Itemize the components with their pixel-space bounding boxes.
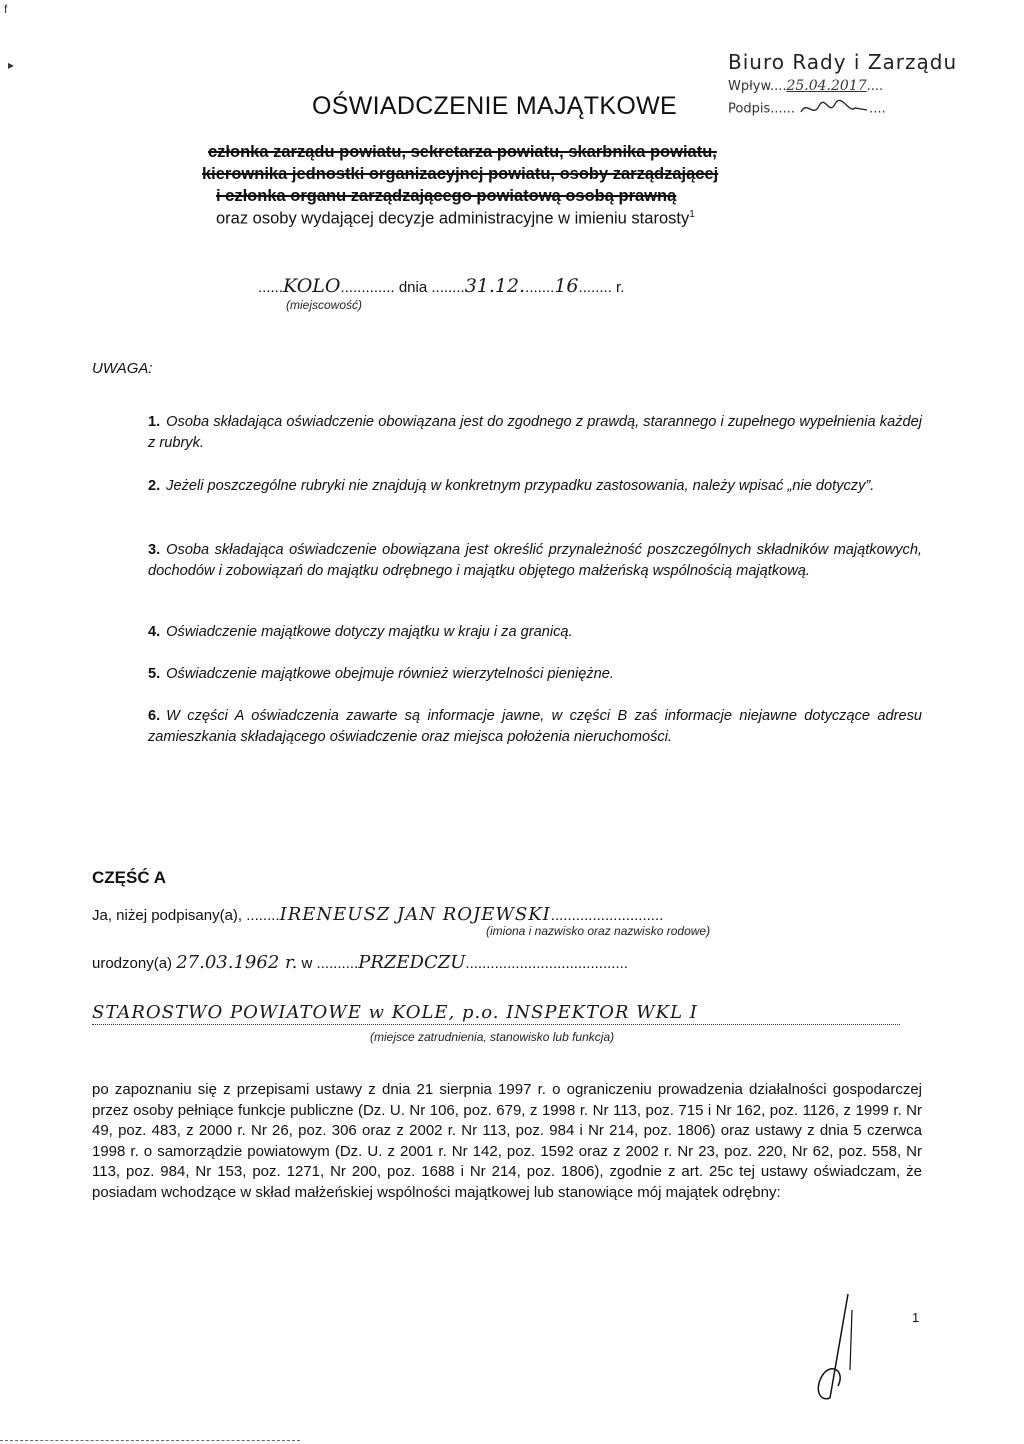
struck-line-2: kierownika jednostki organizacyjnej powiatu, osoby zarządzającej [202, 165, 719, 183]
year-suffix: r. [616, 279, 625, 296]
year-value: 16 [554, 275, 579, 297]
note-6: 6. W części A oświadczenia zawarte są informacje jawne, w części B zaś informacje niejawne dotyczące adresu zamieszkania składającego oświadczenie oraz miejsca położenia nieruchomości. [148, 708, 922, 745]
place-value: KOLO [283, 275, 341, 297]
name-caption: (imiona i nazwisko oraz nazwisko rodowe) [486, 924, 711, 938]
struck-line-3: i członka organu zarządzającego powiatową osobą prawną [216, 187, 677, 205]
employment-value: STAROSTWO POWIATOWE w KOLE, p.o. INSPEKTOR WKL I [92, 1002, 698, 1023]
note-2: 2. Jeżeli poszczególne rubryki nie znajdują w konkretnym przypadku zastosowania, należy wpisać „nie dotyczy”. [148, 478, 875, 494]
footnote-marker: 1 [689, 209, 695, 220]
note-5: 5. Oświadczenie majątkowe obejmuje również wierzytelności pieniężne. [148, 666, 614, 682]
stamp-received-value: 25.04.2017 [786, 78, 867, 94]
document-title: OŚWIADCZENIE MAJĄTKOWE [312, 92, 677, 120]
subtitle-text: oraz osoby wydającej decyzje administracyjne w imieniu starosty [216, 209, 690, 228]
name-label: Ja, niżej podpisany(a), [92, 907, 243, 924]
born-date-value: 27.03.1962 r. [176, 952, 298, 973]
part-a-heading: CZĘŚĆ A [92, 868, 166, 887]
stamp-signature-label: Podpis [728, 101, 771, 117]
name-row: Ja, niżej podpisany(a), ........IRENEUSZ JAN ROJEWSKI........................... [92, 904, 664, 925]
note-3: 3. Osoba składająca oświadczenie obowiązana jest określić przynależność poszczególnych składników majątkowych, dochodów i zobowiązań do majątku odrębnego i majątku objętego małżeńską wspólnością majątkową. [148, 542, 922, 579]
struck-line-1: członka zarządu powiatu, sekretarza powiatu, skarbnika powiatu, [208, 143, 717, 161]
born-label: urodzony(a) [92, 955, 173, 972]
stamp-received-label: Wpływ [728, 79, 770, 94]
initials-signature [790, 1290, 870, 1410]
stamp-signature-mark [799, 98, 869, 120]
dnia-label: dnia [398, 279, 428, 296]
note-1: 1. Osoba składająca oświadczenie obowiązana jest do zgodnego z prawdą, starannego i zupełnego wypełnienia każdej z rubryk. [148, 414, 922, 451]
stamp-signature-row: Podpis...... .... [728, 98, 968, 120]
scan-mark: ▸ [8, 58, 15, 72]
bottom-scan-edge [0, 1440, 300, 1441]
born-place-value: PRZEDCZU [358, 952, 466, 973]
born-w-label: w [301, 955, 313, 972]
stamp-office: Biuro Rady i Zarządu [728, 50, 958, 74]
subtitle-line [216, 209, 695, 229]
employment-row [92, 1002, 698, 1023]
received-stamp [728, 50, 968, 120]
stamp-received-row: Wpływ....25.04.2017.... [728, 78, 884, 94]
declaration-text: po zapoznaniu się z przepisami ustawy z dnia 21 sierpnia 1997 r. o ograniczeniu prowadzenia działalności gospodarczej przez osoby pełniące funkcje publiczne (Dz. U. Nr 106, poz. 679, z 1998 r. Nr 113, poz. 715 i Nr 162, poz. 1126, z 1999 r. Nr 49, poz. 483, z 2000 r. Nr 26, poz. 306 oraz z 2002 r. Nr 113, poz. 984 i Nr 214, poz. 1806) oraz ustawy z dnia 5 czerwca 1998 r. o samorządzie powiatowym (Dz. U. z 2001 r. Nr 142, poz. 1592 oraz z 2002 r. Nr 23, poz. 220, Nr 62, poz. 558, Nr 113, poz. 984, Nr 153, poz. 1271, Nr 200, poz. 1688 i Nr 214, poz. 1806), zgodnie z art. 25c tej ustawy oświadczam, że posiadam wchodzące w skład małżeńskiej wspólności majątkowej lub stanowiące mój majątek odrębny: [92, 1081, 922, 1201]
place-caption: (miejscowość) [286, 298, 363, 312]
employment-caption: (miejsce zatrudnienia, stanowisko lub funkcja) [370, 1030, 615, 1044]
name-value: IRENEUSZ JAN ROJEWSKI [279, 904, 551, 925]
place-date-row: ......KOLO............. dnia ........31.12........16........ r. [258, 275, 625, 297]
date-value: 31.12. [464, 275, 526, 297]
employment-dotted-line [92, 1024, 900, 1025]
page-number: 1 [912, 1310, 920, 1325]
notes-heading: UWAGA: [92, 360, 153, 377]
scan-mark: f [4, 2, 8, 16]
born-row: urodzony(a) 27.03.1962 r. w ..........PRZEDCZU....................................... [92, 952, 628, 973]
note-4: 4. Oświadczenie majątkowe dotyczy majątku w kraju i za granicą. [148, 624, 573, 640]
